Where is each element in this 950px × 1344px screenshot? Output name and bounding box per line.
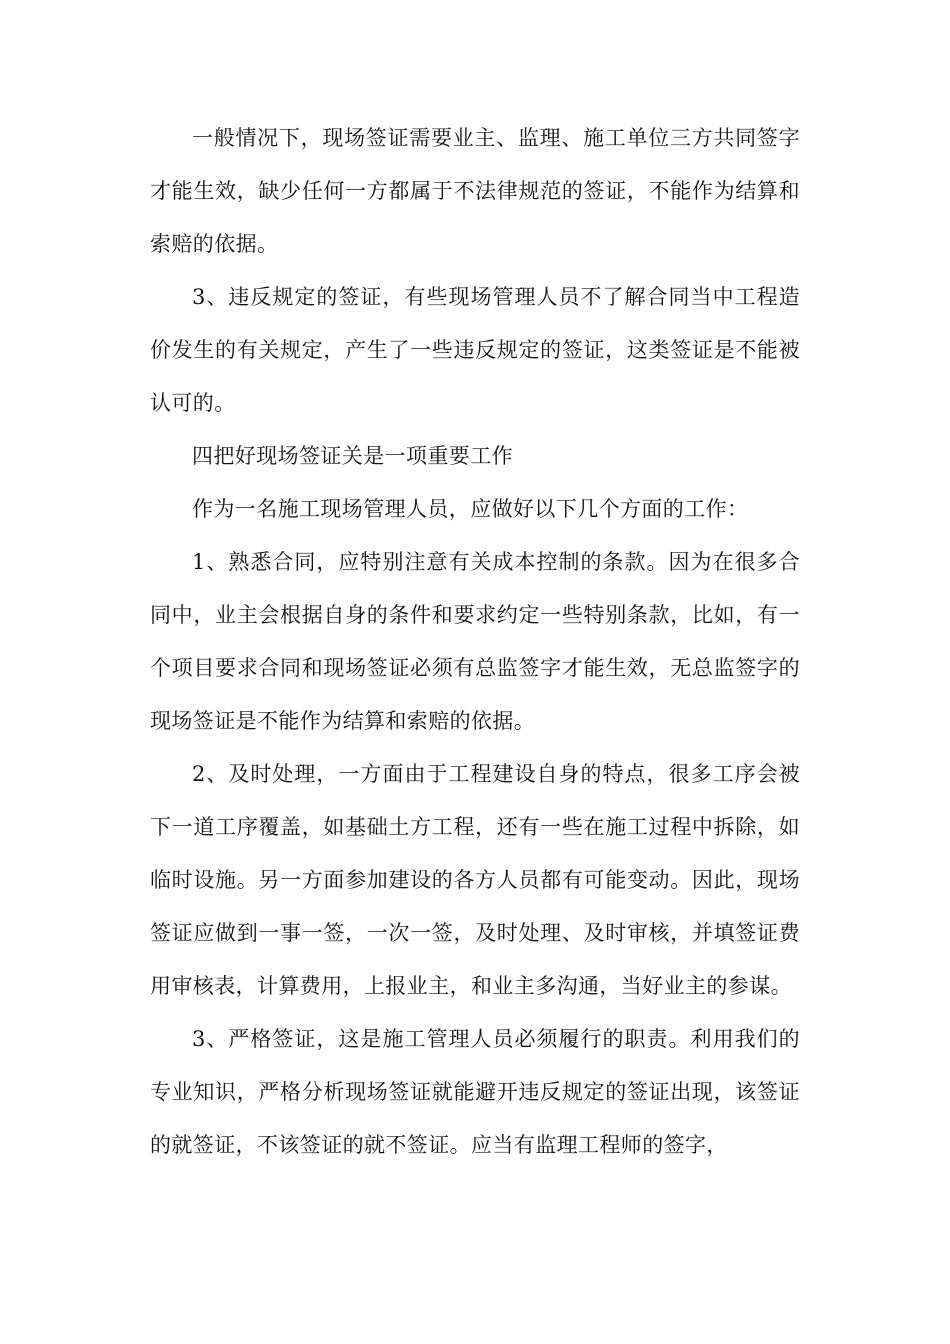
paragraph-familiar-contract: 1、熟悉合同，应特别注意有关成本控制的条款。因为在很多合同中，业主会根据自身的条件和要求约定一些特别条款，比如，有一个项目要求合同和现场签证必须有总监签字才能生效，无总监签字的现场签证是不能作为结算和索赔的依据。: [150, 550, 800, 733]
paragraph-timely-processing: 2、及时处理，一方面由于工程建设自身的特点，很多工序会被下一道工序覆盖，如基础土方工程，还有一些在施工过程中拆除，如临时设施。另一方面参加建设的各方人员都有可能变动。因此，现场签证应做到一事一签，一次一签，及时处理、及时审核，并填签证费用审核表，计算费用，上报业主，和业主多沟通，当好业主的参谋。: [150, 762, 800, 998]
paragraph-intro: 作为一名施工现场管理人员，应做好以下几个方面的工作：: [192, 497, 749, 521]
paragraph-strict-visa: 3、严格签证，这是施工管理人员必须履行的职责。利用我们的专业知识，严格分析现场签证就能避开违反规定的签证出现，该签证的就签证，不该签证的就不签证。应当有监理工程师的签字，: [150, 1027, 800, 1157]
paragraph-signature-requirement: 一般情况下，现场签证需要业主、监理、施工单位三方共同签字才能生效，缺少任何一方都属于不法律规范的签证，不能作为结算和索赔的依据。: [150, 126, 800, 256]
document-body: [150, 112, 800, 1172]
paragraph-illegal-visa: 3、违反规定的签证，有些现场管理人员不了解合同当中工程造价发生的有关规定，产生了一些违反规定的签证，这类签证是不能被认可的。: [150, 285, 800, 415]
section-heading: 四把好现场签证关是一项重要工作: [192, 444, 513, 468]
